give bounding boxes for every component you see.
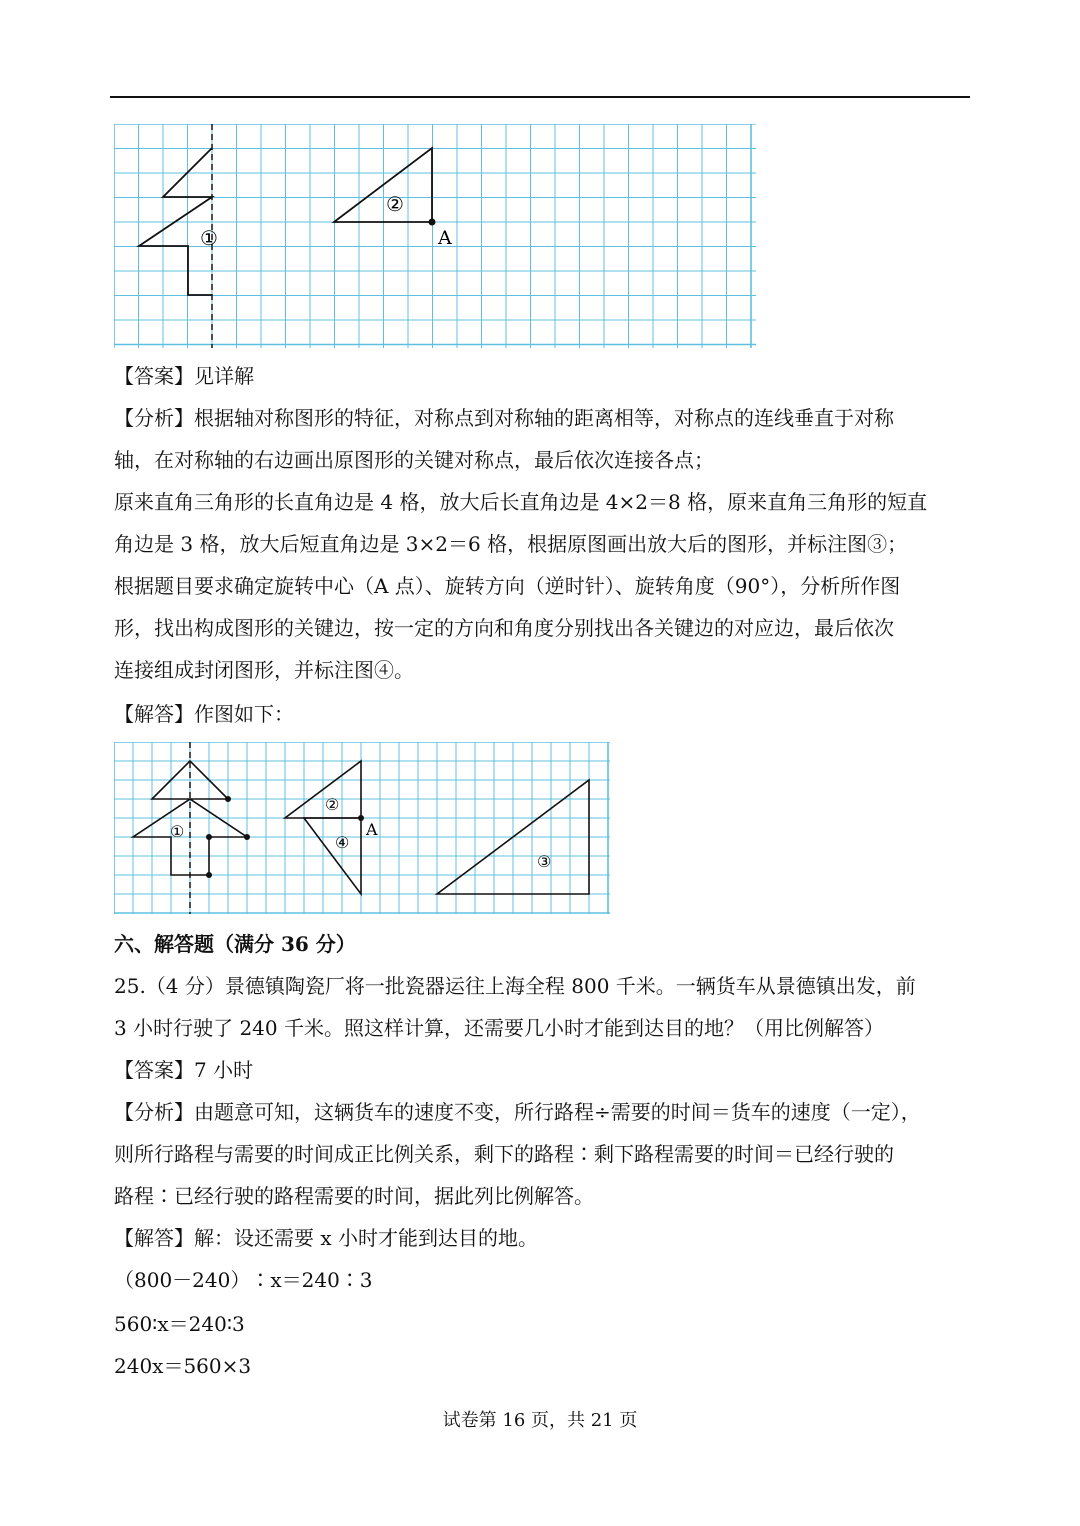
solution-25: 【解答】解：设还需要 x 小时才能到达目的地。 xyxy=(114,1226,538,1250)
point-a-dot xyxy=(429,219,436,226)
vertex-dot xyxy=(225,796,231,802)
shape-1-label: ① xyxy=(170,822,185,841)
solution-24: 【解答】作图如下： xyxy=(114,702,294,726)
point-a-label: A xyxy=(366,820,378,839)
analysis-24-line-5: 根据题目要求确定旋转中心（A 点）、旋转方向（逆时针）、旋转角度（90°），分析所作图 xyxy=(114,574,901,598)
analysis-24-line-3: 原来直角三角形的长直角边是 4 格，放大后长直角边是 4×2＝8 格，原来直角三角形的短直 xyxy=(114,490,928,514)
section-heading: 六、解答题（满分 36 分） xyxy=(114,932,356,956)
analysis-25-line-3: 路程∶已经行驶的路程需要的时间，据此列比例解答。 xyxy=(114,1184,594,1208)
shape-4-label: ④ xyxy=(335,833,350,852)
page-footer: 试卷第 16 页，共 21 页 xyxy=(442,1410,638,1431)
solution-step-1: （800－240）∶x＝240∶3 xyxy=(114,1268,373,1292)
vertex-dot xyxy=(206,834,212,840)
solution-grid-figure xyxy=(114,742,610,914)
analysis-24-line-2: 轴，在对称轴的右边画出原图形的关键对称点，最后依次连接各点； xyxy=(114,448,714,472)
analysis-24-line-7: 连接组成封闭图形，并标注图④。 xyxy=(114,658,414,682)
vertex-dot xyxy=(244,834,250,840)
shape-2-label: ② xyxy=(325,795,340,814)
shape-3-label: ③ xyxy=(537,852,552,871)
solution-step-3: 240x＝560×3 xyxy=(114,1354,252,1378)
question-25-line-1: 25.（4 分）景德镇陶瓷厂将一批瓷器运往上海全程 800 千米。一辆货车从景德镇出发，前 xyxy=(114,974,916,998)
point-a-dot xyxy=(358,815,364,821)
question-25-line-2: 3 小时行驶了 240 千米。照这样计算，还需要几小时才能到达目的地？（用比例解答） xyxy=(114,1016,884,1040)
grid-lines xyxy=(114,742,610,914)
point-a-label: A xyxy=(438,227,452,249)
solution-step-2: 560∶x＝240∶3 xyxy=(114,1312,245,1336)
question-grid-figure xyxy=(114,124,756,348)
analysis-25-line-1: 【分析】由题意可知，这辆货车的速度不变，所行路程÷需要的时间＝货车的速度（一定）， xyxy=(114,1100,921,1124)
answer-24: 【答案】见详解 xyxy=(114,364,254,388)
vertex-dot xyxy=(206,872,212,878)
answer-25: 【答案】7 小时 xyxy=(114,1058,254,1082)
analysis-25-line-2: 则所行路程与需要的时间成正比例关系，剩下的路程∶剩下路程需要的时间＝已经行驶的 xyxy=(114,1142,894,1166)
analysis-24-line-1: 【分析】根据轴对称图形的特征，对称点到对称轴的距离相等，对称点的连线垂直于对称 xyxy=(114,406,894,430)
shape-2-label: ② xyxy=(386,192,404,216)
analysis-24-line-6: 形，找出构成图形的关键边，按一定的方向和角度分别找出各关键边的对应边，最后依次 xyxy=(114,616,894,640)
shape-1-label: ① xyxy=(200,226,218,250)
header-rule xyxy=(110,96,970,98)
analysis-24-line-4: 角边是 3 格，放大后短直角边是 3×2＝6 格，根据原图画出放大后的图形，并标注图③； xyxy=(114,532,908,556)
